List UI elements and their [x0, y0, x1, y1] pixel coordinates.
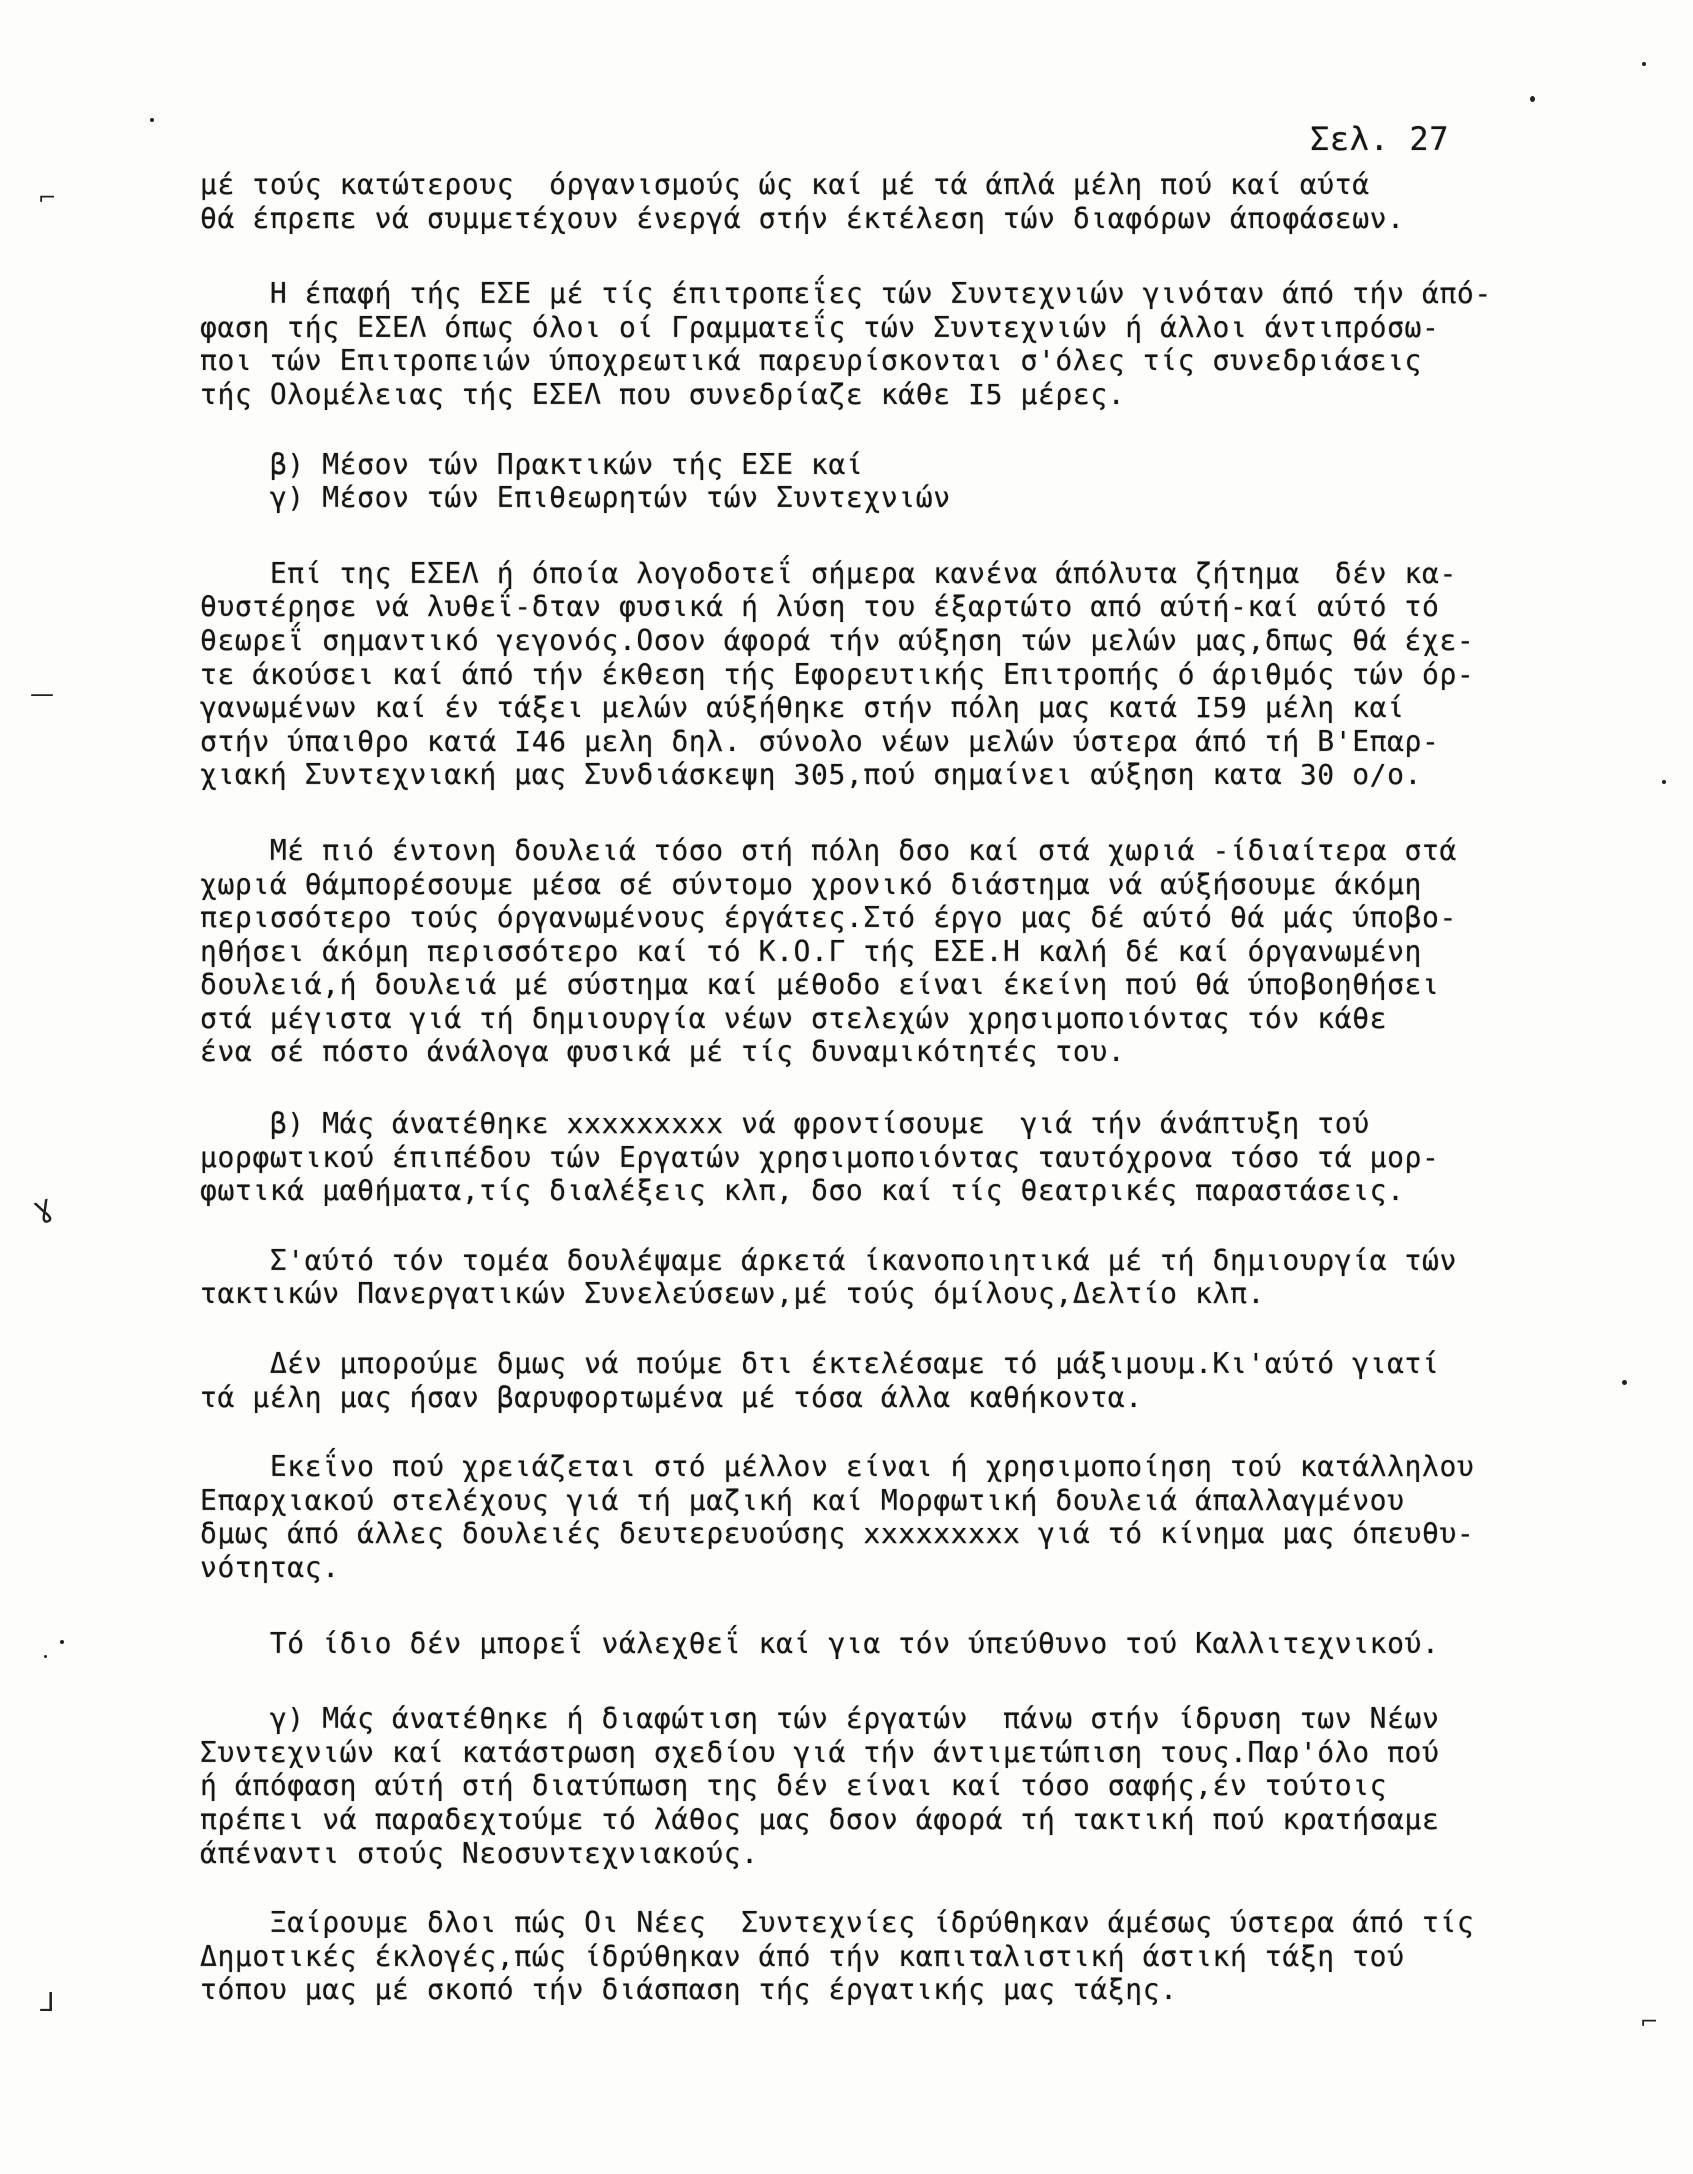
- text-line: Επαρχιακού στελέχους γιά τή μαζική καί Μορφωτική δουλειά άπαλλαγμένου: [200, 1483, 1405, 1517]
- text-line: τακτικών Πανεργατικών Συνελεύσεων,μέ τούς όμίλους,Δελτίο κλπ.: [200, 1277, 1265, 1311]
- margin-mark: ⌐: [38, 186, 57, 211]
- text-line: θεωρεΐ σημαντικό γεγονός.Οσον άφορά τήν αύξηση τών μελών μας,δπως θά έχε-: [200, 623, 1475, 657]
- text-line: Μέ πιό έντονη δουλειά τόσο στή πόλη δσο καί στά χωριά -ίδιαίτερα στά: [200, 833, 1457, 867]
- scan-speck: [150, 118, 154, 122]
- document-body: [200, 168, 1670, 2007]
- text-line: Συντεχνιών καί κατάστρωση σχεδίου γιά τήν άντιμετώπιση τους.Παρ'όλο πού: [200, 1735, 1440, 1769]
- text-line: Η έπαφή τής ΕΣΕ μέ τίς έπιτροπεΐες τών Συντεχνιών γινόταν άπό τήν άπό-: [200, 277, 1492, 311]
- text-line: γ) Μάς άνατέθηκε ή διαφώτιση τών έργατών πάνω στήν ίδρυση των Νέων: [200, 1702, 1440, 1736]
- text-line: β) Μάς άνατέθηκε xxxxxxxxx νά φροντίσουμε γιά τήν άνάπτυξη τού: [200, 1107, 1370, 1141]
- text-line: χιακή Συντεχνιακή μας Συνδιάσκεψη 305,πού σημαίνει αύξηση κατα 30 ο/ο.: [200, 758, 1423, 792]
- text-line: τόπου μας μέ σκοπό τήν διάσπαση τής έργατικής μας τάξης.: [200, 1973, 1178, 2007]
- margin-mark: ɣ: [28, 1187, 58, 1228]
- scan-speck: [1642, 62, 1646, 66]
- paragraph-12: [200, 1906, 1670, 2007]
- text-line: τε άκούσει καί άπό τήν έκθεση τής Εφορευτικής Επιτροπής ό άριθμός τών όρ-: [200, 657, 1475, 691]
- text-line: Τό ίδιο δέν μπορεΐ νάλεχθεΐ καί για τόν ύπεύθυνο τού Καλλιτεχνικού.: [200, 1626, 1440, 1660]
- text-line: τά μέλη μας ήσαν βαρυφορτωμένα μέ τόσα άλλα καθήκοντα.: [200, 1380, 1143, 1414]
- scan-speck: [1530, 96, 1535, 102]
- text-line: Δέν μπορούμε δμως νά πούμε δτι έκτελέσαμε τό μάξιμουμ.Κι'αύτό γιατί: [200, 1347, 1440, 1381]
- scan-speck: [1662, 780, 1666, 784]
- scan-speck: [44, 1655, 47, 1658]
- scan-speck: [60, 1640, 64, 1644]
- margin-mark: —: [30, 680, 54, 708]
- text-line: Δημοτικές έκλογές,πώς ίδρύθηκαν άπό τήν καπιταλιστική άστική τάξη τού: [200, 1939, 1405, 1973]
- text-line: δουλειά,ή δουλειά μέ σύστημα καί μέθοδο είναι έκείνη πού θά ύποβοηθήσει: [200, 968, 1440, 1002]
- text-line: πρέπει νά παραδεχτούμε τό λάθος μας δσον άφορά τή τακτική πού κρατήσαμε: [200, 1802, 1440, 1836]
- margin-mark: ⅃: [40, 1988, 55, 2018]
- text-line: άπέναντι στούς Νεοσυντεχνιακούς.: [200, 1836, 759, 1870]
- paragraph-7: [200, 1244, 1670, 1311]
- paragraph-10: [200, 1627, 1670, 1661]
- paragraph-9: [200, 1450, 1670, 1584]
- scan-speck: [1622, 1380, 1627, 1385]
- text-line: β) Μέσον τών Πρακτικών τής ΕΣΕ καί: [200, 447, 864, 481]
- margin-mark: ⌐: [1640, 2010, 1659, 2035]
- text-line: φαση τής ΕΣΕΛ όπως όλοι οί Γραμματεΐς τών Συντεχνιών ή άλλοι άντιπρόσω-: [200, 310, 1440, 344]
- text-line: δμως άπό άλλες δουλειές δευτερευούσης xxxxxxxxx γιά τό κίνημα μας όπευθυ-: [200, 1517, 1475, 1551]
- paragraph-8: [200, 1347, 1670, 1414]
- text-line: Εκεΐνο πού χρειάζεται στό μέλλον είναι ή χρησιμοποίηση τού κατάλληλου: [200, 1450, 1475, 1484]
- text-line: ποι τών Επιτροπειών ύποχρεωτικά παρευρίσκονται σ'όλες τίς συνεδριάσεις: [200, 344, 1423, 378]
- page-number: Σελ. 27: [1310, 120, 1450, 158]
- paragraph-2: [200, 277, 1670, 411]
- paragraph-5: [200, 834, 1670, 1069]
- text-line: γανωμένων καί έν τάξει μελών αύξήθηκε στήν πόλη μας κατά I59 μέλη καί: [200, 691, 1405, 725]
- text-line: Επί της ΕΣΕΛ ή όποία λογοδοτεΐ σήμερα κανένα άπόλυτα ζήτημα δέν κα-: [200, 556, 1457, 590]
- text-line: χωριά θάμπορέσουμε μέσα σέ σύντομο χρονικό διάστημα νά αύξήσουμε άκόμη: [200, 867, 1423, 901]
- text-line: μορφωτικού έπιπέδου τών Εργατών χρησιμοποιόντας ταυτόχρονα τόσο τά μορ-: [200, 1140, 1440, 1174]
- text-line: θά έπρεπε νά συμμετέχουν ένεργά στήν έκτέλεση τών διαφόρων άποφάσεων.: [200, 201, 1405, 235]
- text-line: ηθήσει άκόμη περισσότερο καί τό Κ.Ο.Γ τής ΕΣΕ.Η καλή δέ καί όργανωμένη: [200, 934, 1423, 968]
- text-line: φωτικά μαθήματα,τίς διαλέξεις κλπ, δσο καί τίς θεατρικές παραστάσεις.: [200, 1174, 1405, 1208]
- text-line: στά μέγιστα γιά τή δημιουργία νέων στελεχών χρησιμοποιόντας τόν κάθε: [200, 1001, 1388, 1035]
- text-line: ένα σέ πόστο άνάλογα φυσικά μέ τίς δυναμικότητές του.: [200, 1035, 1126, 1069]
- text-line: θυστέρησε νά λυθεΐ-δταν φυσικά ή λύση του έξαρτώτο από αύτή-καί αύτό τό: [200, 590, 1440, 624]
- text-line: στήν ύπαιθρο κατά I46 μελη δηλ. σύνολο νέων μελών ύστερα άπό τή Β'Επαρ-: [200, 724, 1440, 758]
- paragraph-6: [200, 1107, 1670, 1208]
- paragraph-1: [200, 168, 1670, 235]
- text-line: νότητας.: [200, 1551, 340, 1584]
- paragraph-11: [200, 1702, 1670, 1870]
- text-line: Ξαίρουμε δλοι πώς Οι Νέες Συντεχνίες ίδρύθηκαν άμέσως ύστερα άπό τίς: [200, 1906, 1475, 1940]
- text-line: τής Ολομέλειας τής ΕΣΕΛ που συνεδρίαζε κάθε I5 μέρες.: [200, 377, 1126, 411]
- text-line: περισσότερο τούς όργανωμένους έργάτες.Στό έργο μας δέ αύτό θά μάς ύποβο-: [200, 901, 1457, 935]
- text-line: Σ'αύτό τόν τομέα δουλέψαμε άρκετά ίκανοποιητικά μέ τή δημιουργία τών: [200, 1243, 1457, 1277]
- text-line: μέ τούς κατώτερους όργανισμούς ώς καί μέ τά άπλά μέλη πού καί αύτά: [200, 168, 1370, 201]
- text-line: ή άπόφαση αύτή στή διατύπωση της δέν είναι καί τόσο σαφής,έν τούτοις: [200, 1769, 1388, 1803]
- text-line: γ) Μέσον τών Επιθεωρητών τών Συντεχνιών: [200, 481, 951, 515]
- paragraph-4: [200, 557, 1670, 792]
- paragraph-3: [200, 448, 1670, 515]
